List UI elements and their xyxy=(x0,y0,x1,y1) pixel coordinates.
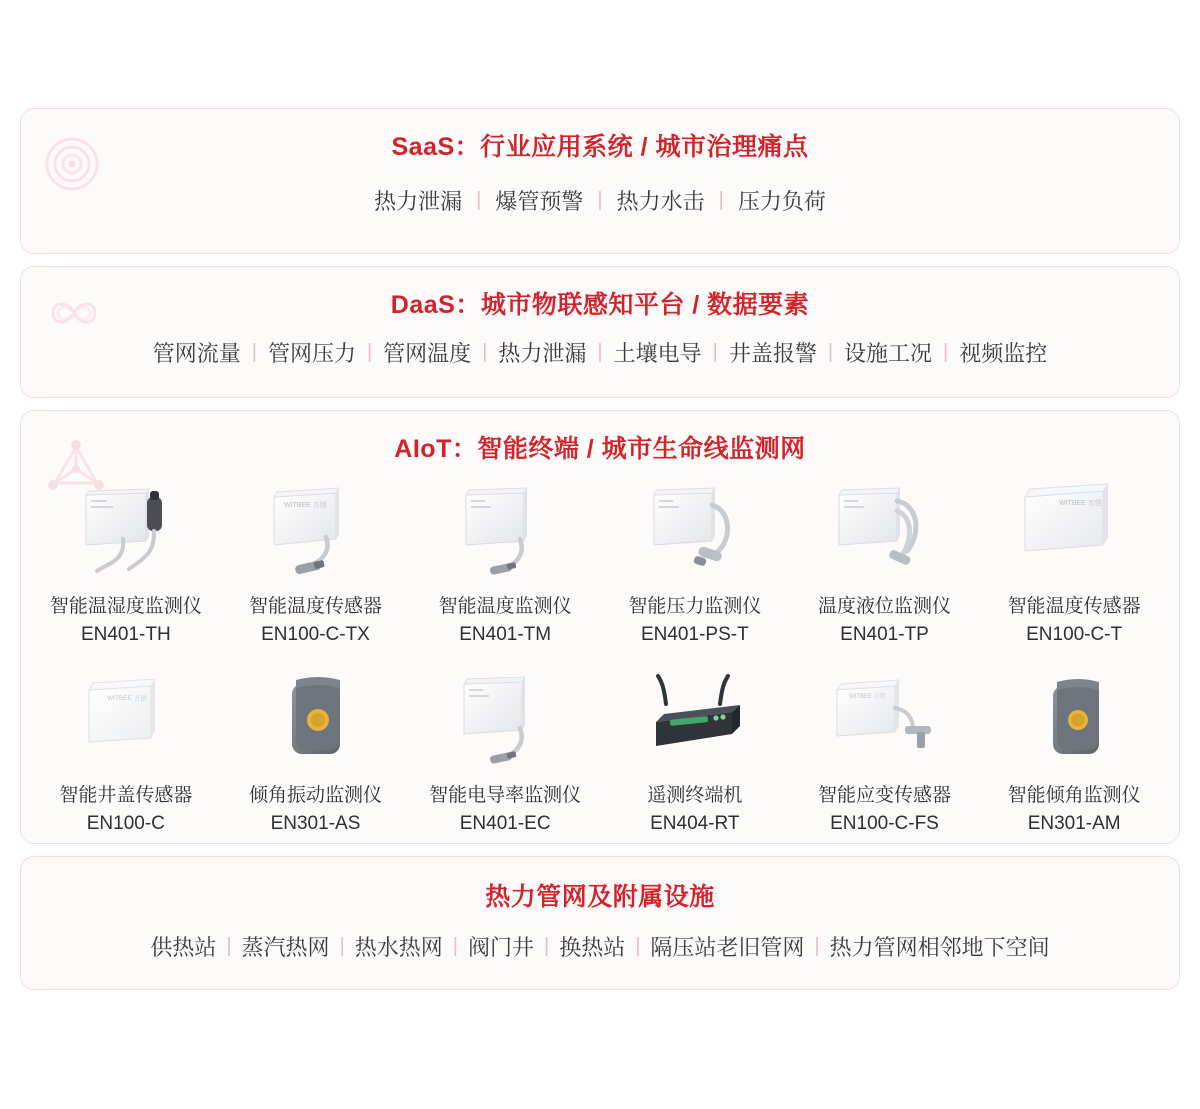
device-caption xyxy=(225,593,407,648)
tag-item: 土壤电导 xyxy=(613,341,702,366)
saas-title-prefix: SaaS： xyxy=(391,133,481,161)
device-caption xyxy=(414,782,596,837)
device-model: EN301-AS xyxy=(270,812,361,834)
device-model: EN401-TH xyxy=(80,623,171,645)
tag-separator: | xyxy=(482,341,488,363)
device-name: 智能倾角监测仪 xyxy=(1007,785,1141,807)
device-model: EN100-C-TX xyxy=(261,623,370,645)
device-name: 智能温度监测仪 xyxy=(438,596,572,617)
tag-item: 热力泄漏 xyxy=(374,189,463,214)
tag-separator: | xyxy=(635,935,641,957)
device-model: EN401-TP xyxy=(840,623,929,645)
tag-separator: | xyxy=(597,189,603,211)
tag-item: 热力泄漏 xyxy=(498,341,587,366)
device-model: EN401-PS-T xyxy=(640,623,749,645)
tag-separator: | xyxy=(814,935,820,957)
tag-separator: | xyxy=(712,341,718,363)
tag-item: 阀门井 xyxy=(467,935,534,960)
tag-item: 换热站 xyxy=(559,935,626,960)
daas-band xyxy=(20,266,1180,398)
sensor-plain-box-icon xyxy=(983,479,1165,583)
device-model: EN100-C xyxy=(86,812,165,834)
tag-item: 管网压力 xyxy=(267,341,356,366)
tag-separator: | xyxy=(452,935,458,957)
manhole-sensor-icon xyxy=(35,668,217,772)
device-card[interactable] xyxy=(979,479,1169,654)
tag-item: 压力负荷 xyxy=(737,189,826,214)
tag-item: 蒸汽热网 xyxy=(241,935,330,960)
tag-item: 视频监控 xyxy=(959,341,1048,366)
tag-separator: | xyxy=(339,935,345,957)
device-name: 智能井盖传感器 xyxy=(59,785,193,807)
device-grid-row-1 xyxy=(21,465,1179,654)
device-grid-row-2 xyxy=(21,654,1179,843)
sensor-flat-cable-icon xyxy=(225,479,407,583)
device-card[interactable] xyxy=(600,668,790,843)
infrastructure-title: 热力管网及附属设施 xyxy=(485,883,715,911)
infrastructure-band xyxy=(20,856,1180,990)
device-card[interactable] xyxy=(979,668,1169,843)
tag-item: 管网温度 xyxy=(383,341,472,366)
tag-separator: | xyxy=(544,935,550,957)
device-card[interactable] xyxy=(790,479,980,654)
daas-title-main: 城市物联感知平台 / 数据要素 xyxy=(480,291,810,319)
tag-separator: | xyxy=(827,341,834,363)
device-caption xyxy=(35,593,217,648)
saas-tag-list xyxy=(21,185,1179,216)
router-antenna-icon xyxy=(604,668,786,772)
tilt-monitor-icon xyxy=(983,668,1165,772)
device-name: 智能温度传感器 xyxy=(248,596,382,617)
aiot-title-main: 智能终端 / 城市生命线监测网 xyxy=(477,435,806,463)
tag-item: 热水热网 xyxy=(354,935,443,960)
tag-separator: | xyxy=(943,341,949,363)
aiot-title xyxy=(21,411,1179,465)
tag-separator: | xyxy=(251,341,257,363)
device-name: 遥测终端机 xyxy=(647,785,743,807)
svg-text:WITBEE 万创: WITBEE 万创 xyxy=(1059,500,1102,507)
device-card[interactable] xyxy=(790,668,980,843)
strain-sensor-icon xyxy=(794,668,976,772)
device-name: 智能温度传感器 xyxy=(1007,596,1141,617)
daas-title-prefix: DaaS： xyxy=(390,291,481,319)
device-model: EN301-AM xyxy=(1027,812,1121,834)
tag-item: 热力管网相邻地下空间 xyxy=(829,935,1050,960)
device-caption xyxy=(604,782,786,837)
sensor-box-pressure-icon xyxy=(604,479,786,583)
tag-separator: | xyxy=(476,189,482,211)
svg-text:WITBEE 万创: WITBEE 万创 xyxy=(284,502,328,509)
saas-band xyxy=(20,108,1180,254)
device-card[interactable] xyxy=(31,479,221,654)
tag-separator: | xyxy=(597,341,603,363)
device-model: EN100-C-T xyxy=(1026,623,1123,645)
device-card[interactable] xyxy=(410,668,600,843)
saas-title-main: 行业应用系统 / 城市治理痛点 xyxy=(480,133,809,161)
device-caption xyxy=(794,782,976,837)
device-card[interactable] xyxy=(410,479,600,654)
device-caption xyxy=(35,782,217,837)
sensor-box-cable-icon xyxy=(414,479,596,583)
tag-separator: | xyxy=(226,935,232,957)
device-model: EN100-C-FS xyxy=(830,812,939,834)
aiot-title-prefix: AIoT： xyxy=(394,435,478,463)
tag-separator: | xyxy=(718,189,724,211)
device-model: EN404-RT xyxy=(650,812,740,834)
device-card[interactable] xyxy=(600,479,790,654)
device-name: 智能电导率监测仪 xyxy=(429,785,582,807)
daas-tag-list xyxy=(21,337,1179,368)
tag-item: 设施工况 xyxy=(844,341,933,366)
device-card[interactable] xyxy=(221,479,411,654)
device-name: 智能温湿度监测仪 xyxy=(49,596,202,617)
device-name: 温度液位监测仪 xyxy=(817,596,951,617)
device-caption xyxy=(604,593,786,648)
device-caption xyxy=(983,593,1165,648)
sensor-box-dual-cable-icon xyxy=(794,479,976,583)
aiot-band xyxy=(20,410,1180,844)
svg-text:WITBEE 万创: WITBEE 万创 xyxy=(106,695,147,703)
device-name: 倾角振动监测仪 xyxy=(248,785,382,807)
tag-item: 供热站 xyxy=(150,935,217,960)
sensor-box-probe-icon xyxy=(35,479,217,583)
daas-title xyxy=(21,267,1179,321)
tag-item: 井盖报警 xyxy=(728,341,817,366)
device-model: EN401-EC xyxy=(459,812,551,834)
tag-item: 爆管预警 xyxy=(495,189,584,214)
device-card[interactable] xyxy=(221,668,411,843)
conductivity-sensor-icon xyxy=(414,668,596,772)
tag-item: 热力水击 xyxy=(616,189,705,214)
device-model: EN401-TM xyxy=(459,623,552,645)
svg-text:WITBEE 万创: WITBEE 万创 xyxy=(849,694,887,701)
device-name: 智能压力监测仪 xyxy=(628,596,762,617)
device-caption xyxy=(225,782,407,837)
device-caption xyxy=(983,782,1165,837)
device-caption xyxy=(414,593,596,648)
device-name: 智能应变传感器 xyxy=(817,785,951,807)
tag-item: 隔压站老旧管网 xyxy=(650,935,805,960)
infrastructure-tag-list xyxy=(21,931,1179,962)
tilt-vibration-icon xyxy=(225,668,407,772)
tag-item: 管网流量 xyxy=(152,341,241,366)
device-caption xyxy=(794,593,976,648)
tag-separator: | xyxy=(366,341,373,363)
saas-title xyxy=(21,109,1179,163)
device-card[interactable] xyxy=(31,668,221,843)
